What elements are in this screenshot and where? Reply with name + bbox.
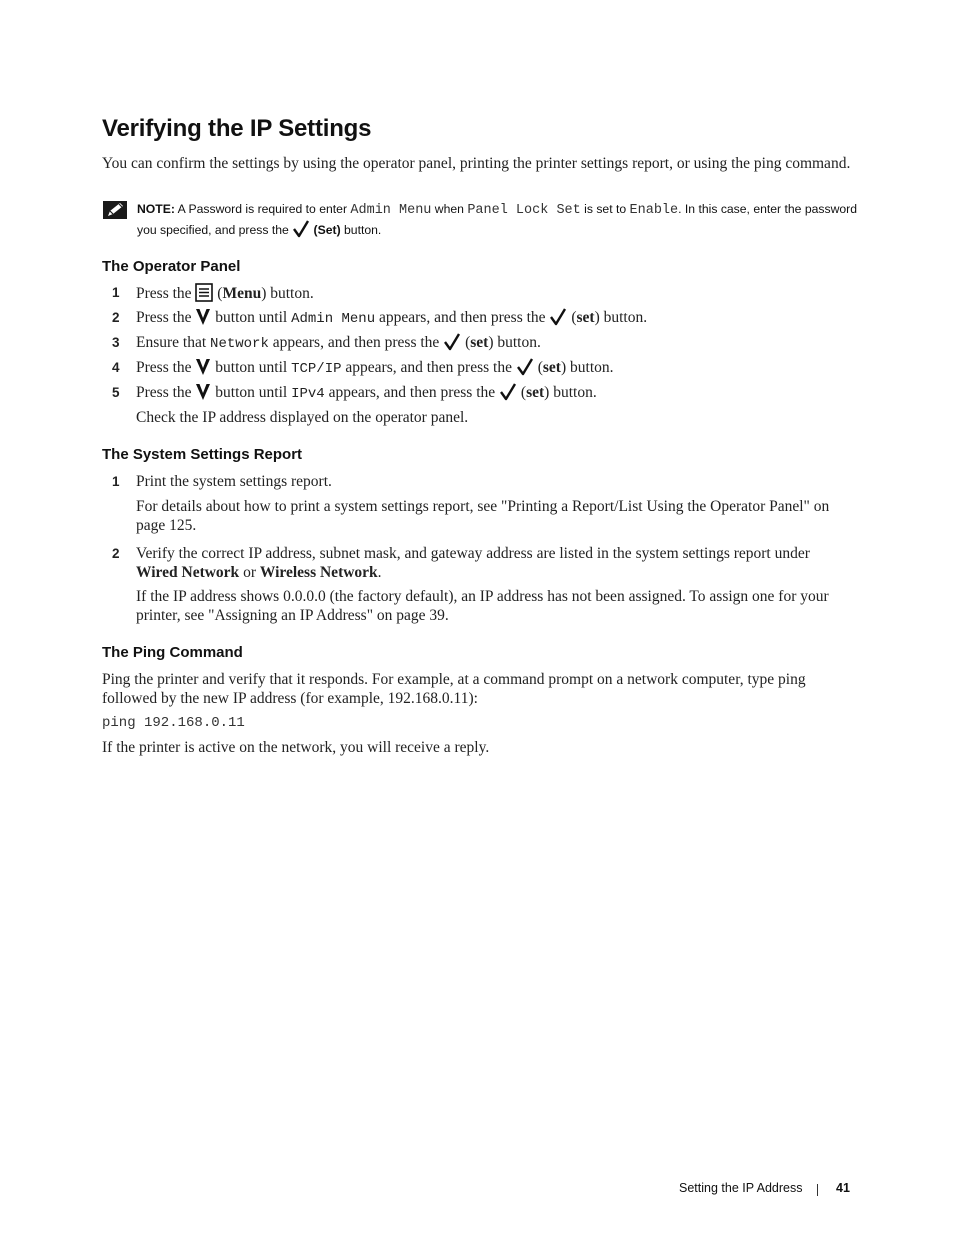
set-label: set (576, 309, 595, 326)
set-label: set (470, 334, 489, 351)
checkmark-icon (499, 383, 517, 401)
checkmark-icon (292, 220, 310, 238)
step-number: 3 (112, 335, 120, 350)
document-page: Verifying the IP Settings You can confirm the settings by using the operator panel, printing the printer settings report, or using the ping command. NOTE: A Password is required to enter Admin Menu when Panel Lock Set is set to Enable. In this case, enter the password you specified, and press the (Set) button. The Operator Panel 1 Press the (Menu) button. 2 Press the button until Admin Menu appears, and then press the (set) button. 3 Ensure that Network appears, and then press the (set) button. 4 Press the button until TCP/IP appears, and then press the (set) button. 5 Press the button until IPv4 appears, and then press the (set) button. Check the IP address displayed on the operator panel. The System Settings Report 1 Print the system settings report. For details about how to print a system settings report, see "Printing a Report/List Using the Operator Panel" on page 125. 2 Verify the correct IP address, subnet mask, and gateway address are listed in the system settings report under Wired Network or Wireless Network. If the IP address shows 0.0.0.0 (the factory default), an IP address has not been assigned. To assign one for your printer, see "Assigning an IP Address" on page 39. The Ping Command Ping the printer and verify that it responds. For example, at a command prompt on a network computer, type ping followed by the new IP address (for example, 192.168.0.11): ping 192.168.0.11 If the printer is active on the network, you will receive a reply. Setting the IP Address 41 (102, 115, 857, 1195)
step-text: Press the (136, 384, 192, 401)
step-number: 1 (112, 285, 120, 300)
ping-reply-text: If the printer is active on the network, you will receive a reply. (102, 739, 490, 756)
step-text: button until (215, 359, 288, 376)
op-check-text: Check the IP address displayed on the operator panel. (136, 409, 469, 426)
wireless-network-label: Wireless Network (259, 564, 378, 581)
note-set-label: (Set) (313, 223, 341, 237)
heading-ping-command: The Ping Command (102, 644, 243, 661)
step-text: appears, and then press the (272, 334, 440, 351)
footer-separator (817, 1184, 818, 1196)
step-text: . (377, 564, 382, 581)
step-code: Network (210, 336, 269, 352)
step-text: or (243, 564, 256, 581)
step-text: Press the (136, 309, 192, 326)
set-label: set (542, 359, 561, 376)
set-label: set (526, 384, 545, 401)
menu-icon (195, 283, 213, 302)
checkmark-icon (549, 308, 567, 326)
step-text: ( (217, 285, 223, 302)
note-text (137, 200, 857, 239)
footer-page-number: 41 (836, 1181, 850, 1195)
ping-command-code: ping 192.168.0.11 (102, 715, 245, 731)
step-text: appears, and then press the (328, 384, 496, 401)
step-text: Print the system settings report. (136, 473, 332, 490)
note-text-3: is set to (584, 202, 627, 216)
heading-operator-panel: The Operator Panel (102, 258, 241, 275)
step-code: IPv4 (291, 386, 325, 402)
ping-paragraph: Ping the printer and verify that it responds. For example, at a command prompt on a network computer, type ping followed by the new IP address (for example, 192.168.0.11): (102, 671, 806, 707)
step-code: Admin Menu (291, 311, 376, 327)
wired-network-label: Wired Network (136, 564, 240, 581)
step-text: appears, and then press the (345, 359, 512, 376)
step-text: button until (215, 384, 288, 401)
menu-label: Menu (222, 285, 262, 302)
step-number: 5 (112, 385, 120, 400)
step-text: button. (603, 309, 648, 326)
intro-paragraph: You can confirm the settings by using the operator panel, printing the printer settings report, or using the ping command. (102, 155, 851, 172)
step-text: Ensure that (136, 334, 207, 351)
report-step-1-detail: For details about how to print a system settings report, see "Printing a Report/List Using the Operator Panel" on page 125. (136, 498, 830, 534)
step-text: button. (497, 334, 541, 351)
step-text: appears, and then press the (378, 309, 546, 326)
heading-system-settings-report: The System Settings Report (102, 446, 303, 463)
step-number: 4 (112, 360, 120, 375)
note-code-admin-menu: Admin Menu (350, 203, 432, 218)
step-text: button. (570, 359, 614, 376)
down-arrow-icon (195, 308, 211, 326)
step-text: Press the (136, 285, 192, 302)
step-text: ) button. (261, 285, 314, 302)
note-pencil-icon (103, 201, 127, 219)
step-number: 2 (112, 310, 120, 325)
step-code: TCP/IP (291, 361, 342, 377)
down-arrow-icon (195, 358, 211, 376)
step-text: Verify the correct IP address, subnet mask, and gateway address are listed in the system settings report under (136, 545, 810, 562)
checkmark-icon (443, 333, 461, 351)
footer-section-title: Setting the IP Address (679, 1181, 803, 1195)
note-text-4: . In this case, enter the password you specified, and press the (137, 202, 857, 237)
note-label: NOTE: (137, 202, 175, 216)
step-text: button until (215, 309, 288, 326)
step-number: 1 (112, 474, 120, 489)
step-number: 2 (112, 546, 120, 561)
note-code-enable: Enable (629, 203, 679, 218)
note-text-1: A Password is required to enter (177, 202, 347, 216)
report-step-2-detail: If the IP address shows 0.0.0.0 (the factory default), an IP address has not been assigned. To assign one for your printer, see "Assigning an IP Address" on page 39. (136, 588, 829, 624)
checkmark-icon (516, 358, 534, 376)
down-arrow-icon (195, 383, 211, 401)
note-text-2: when (434, 202, 464, 216)
step-text: Press the (136, 359, 192, 376)
note-code-panel-lock-set: Panel Lock Set (467, 203, 581, 218)
page-title: Verifying the IP Settings (102, 115, 372, 142)
step-text: button. (553, 384, 597, 401)
note-text-5: button. (344, 223, 382, 237)
